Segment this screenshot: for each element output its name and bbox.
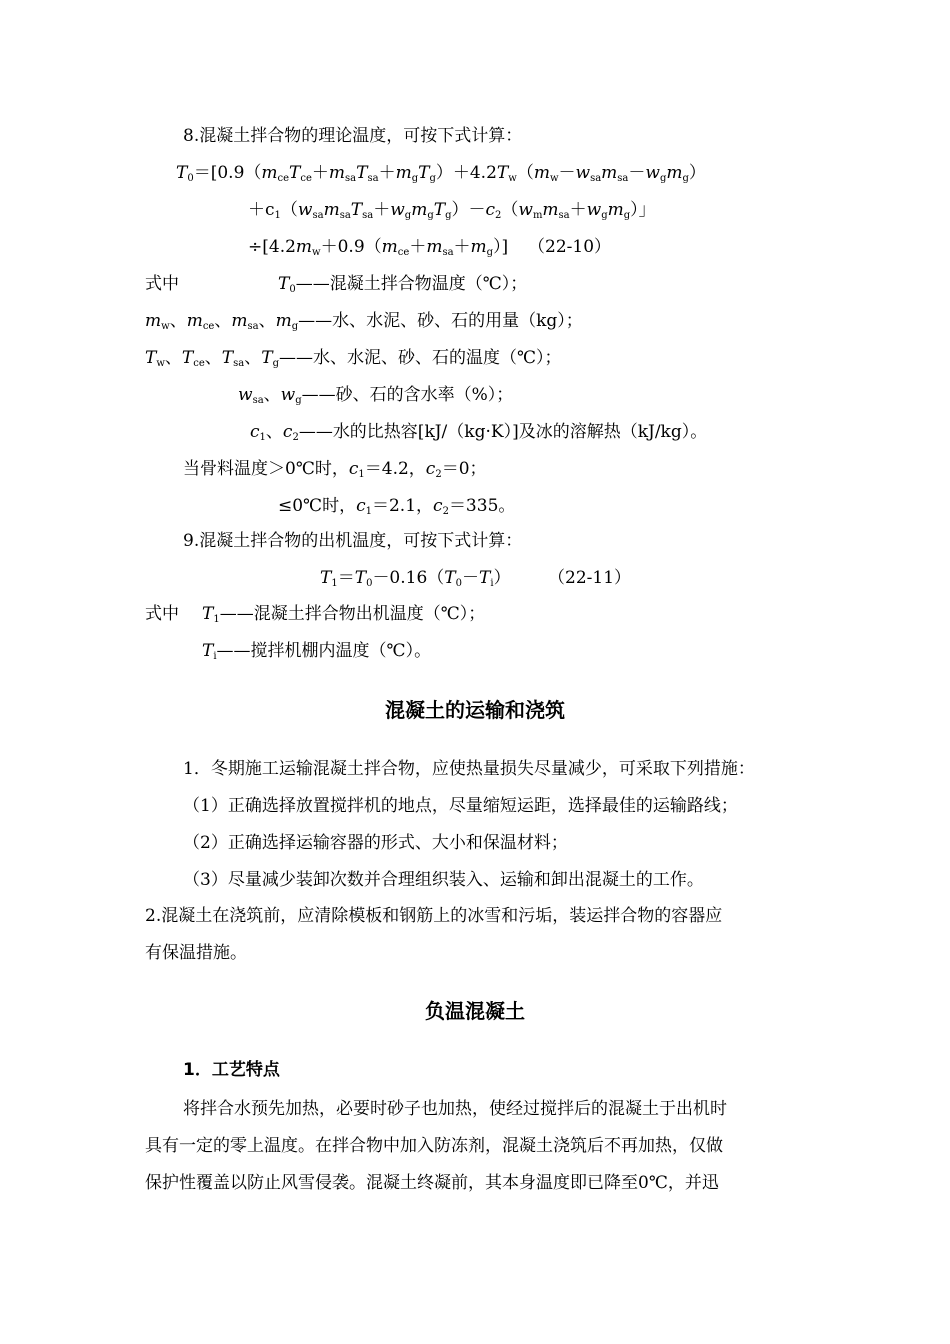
item8-intro: 8.混凝土拌合物的理论温度，可按下式计算： xyxy=(183,126,523,146)
condition-below-zero: ≤0℃时，$c_1=2.1$，$c_2=335$。 xyxy=(278,496,516,517)
transport-item2: （2）正确选择运输容器的形式、大小和保温材料； xyxy=(183,833,568,853)
where-label-2: 式中 xyxy=(145,604,179,624)
def-Ti: $T_i——$搅拌机棚内温度（℃）。 xyxy=(202,641,432,662)
transport-item1: （1）正确选择放置搅拌机的地点，尽量缩短运距，选择最佳的运输路线； xyxy=(183,796,738,816)
formula-22-10-line3: $\div[4.2m_w+0.9(m_{ce}+m_{sa}+m_g)]$ xyxy=(248,237,509,258)
formula-22-11: $T_1=T_0-0.16(T_0-T_i)$ xyxy=(320,568,511,589)
item9-intro: 9.混凝土拌合物的出机温度，可按下式计算： xyxy=(183,531,523,551)
transport-item3: （3）尽量减少装卸次数并合理组织装入、运输和卸出混凝土的工作。 xyxy=(183,870,704,890)
def-temperatures: $T_w$、$T_{ce}$、$T_{sa}$、$T_g——$水、水泥、砂、石的温度（℃）； xyxy=(145,348,562,369)
formula-22-10-line2: $+c_1(w_{sa}m_{sa}T_{sa}+w_gm_gT_g)-c_2(w_mm_{sa}+w_gm_g)$」 xyxy=(248,200,656,221)
def-masses: $m_w$、$m_{ce}$、$m_{sa}$、$m_g——$水、水泥、砂、石的用量（kg）； xyxy=(145,311,583,332)
subhead-process-features: 1．工艺特点 xyxy=(183,1060,280,1080)
equation-number-22-10: （22-10） xyxy=(528,237,612,257)
def-T1: $T_1——$混凝土拌合物出机温度（℃）； xyxy=(202,604,486,625)
def-heat: $c_1$、$c_2——$水的比热容[kJ/（kg·K）]及冰的溶解热（kJ/kg）。 xyxy=(250,422,708,443)
transport-p2-line2: 有保温措施。 xyxy=(145,943,247,963)
negative-para-line3: 保护性覆盖以防止风雪侵袭。混凝土终凝前，其本身温度即已降至0℃，并迅 xyxy=(145,1173,719,1193)
condition-above-zero: 当骨料温度＞0℃时，$c_1=4.2$，$c_2=0$； xyxy=(183,459,487,480)
def-T0: $T_0——$混凝土拌合物温度（℃）； xyxy=(278,274,528,295)
negative-para-line2: 具有一定的零上温度。在拌合物中加入防冻剂，混凝土浇筑后不再加热，仅做 xyxy=(145,1136,723,1156)
section-title-negative-temp: 负温混凝土 xyxy=(425,999,525,1023)
where-label: 式中 xyxy=(145,274,179,294)
equation-number-22-11: （22-11） xyxy=(548,568,632,588)
negative-para-line1: 将拌合水预先加热，必要时砂子也加热，使经过搅拌后的混凝土于出机时 xyxy=(183,1099,727,1119)
def-moisture: $w_{sa}$、$w_g——$砂、石的含水率（%）； xyxy=(238,385,514,406)
section-title-transport: 混凝土的运输和浇筑 xyxy=(385,698,565,722)
transport-p2-line1: 2.混凝土在浇筑前，应清除模板和钢筋上的冰雪和污垢，装运拌合物的容器应 xyxy=(145,906,723,926)
transport-p1: 1．冬期施工运输混凝土拌合物，应使热量损失尽量减少，可采取下列措施： xyxy=(183,759,755,779)
formula-22-10-line1: $T_0=[0.9(m_{ce}T_{ce}+m_{sa}T_{sa}+m_gT_g)+4.2T_w(m_w-w_{sa}m_{sa}-w_gm_g)$ xyxy=(176,163,706,184)
